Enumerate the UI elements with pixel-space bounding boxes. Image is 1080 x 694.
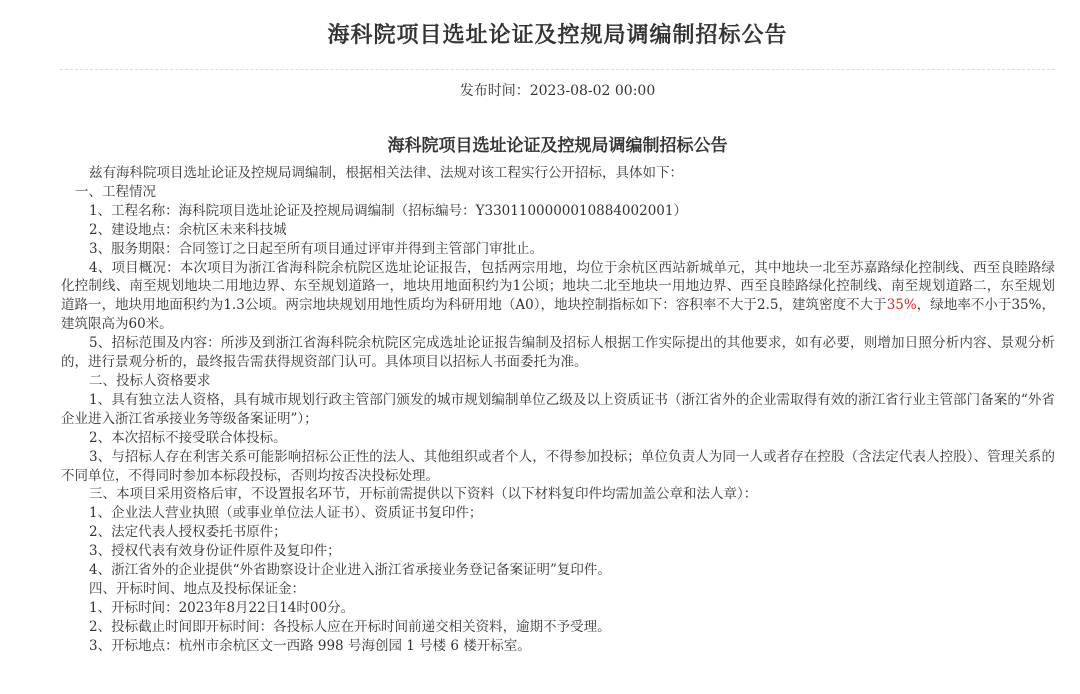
section-heading-documents: 三、本项目采用资格后审，不设置报名环节，开标前需提供以下资料（以下材料复印件均需加盖公章和法人章）： <box>89 486 758 503</box>
submission-deadline: 2、投标截止时间即开标时间：各投标人应在开标时间前递交相关资料，逾期不予受理。 <box>89 618 611 635</box>
article-subtitle: 海科院项目选址论证及控规局调编制招标公告 <box>387 136 728 156</box>
project-name: 1、工程名称：海科院项目选址论证及控规局调编制（招标编号：Y3301100000010884002001） <box>89 202 687 219</box>
section-heading-opening: 四、开标时间、地点及投标保证金： <box>89 580 305 597</box>
opening-time: 1、开标时间：2023年8月22日14时00分。 <box>89 599 355 616</box>
article-body <box>61 164 1055 656</box>
intro-paragraph: 兹有海科院项目选址论证及控规局调编制，根据相关法律、法规对该工程实行公开招标，具体如下： <box>89 165 683 181</box>
density-highlight: 35% <box>886 297 917 314</box>
document-1: 1、企业法人营业执照（或事业单位法人证书）、资质证书复印件； <box>89 505 483 522</box>
publish-time: 发布时间：2023-08-02 00:00 <box>459 83 656 99</box>
opening-location: 3、开标地点：杭州市余杭区文一西路 998 号海创园 1 号楼 6 楼开标室。 <box>89 637 531 654</box>
section-heading-qualification: 二、投标人资格要求 <box>89 372 211 389</box>
document-2: 2、法定代表人授权委托书原件； <box>89 524 287 541</box>
document-3: 3、授权代表有效身份证件原件及复印件； <box>89 543 341 560</box>
document-4: 4、浙江省外的企业提供“外省勘察设计企业进入浙江省承接业务登记备案证明”复印件。 <box>89 562 611 579</box>
qualification-3: 3、与招标人存在利害关系可能影响招标公正性的法人、其他组织或者个人，不得参加投标；单位负责人为同一人或者存在控股（含法定代表人控股）、管理关系的不同单位，不得同时参加本标段投标，否则均按否决投标处理。 <box>61 448 1055 484</box>
tender-scope: 5、招标范围及内容：所涉及到浙江省海科院余杭院区完成选址论证报告编制及招标人根据工作实际提出的其他要求，如有必要，则增加日照分析内容、景观分析的，进行景观分析的，最终报告需获得规资部门认可。具体项目以招标人书面委托为准。 <box>61 335 1055 371</box>
qualification-2: 2、本次招标不接受联合体投标。 <box>89 429 287 446</box>
project-overview <box>61 259 1055 335</box>
page-title: 海科院项目选址论证及控规局调编制招标公告 <box>327 22 788 48</box>
section-heading-project: 一、工程情况 <box>75 183 156 200</box>
title-divider <box>60 69 1055 70</box>
project-overview-text: 4、项目概况：本次项目为浙江省海科院余杭院区选址论证报告，包括两宗用地，均位于余杭区西站新城单元，其中地块一北至苏嘉路绿化控制线、西至良睦路绿化控制线、南至规划地块二用地边界、东至规划道路一，地块用地面积约为1公顷；地块二北至地块一用地边界、西至良睦路绿化控制线、南至规划道路二，东至规划道路一，地块用地面积约为1.3公顷。两宗地块规划用地性质均为科研用地（A0），地块控制指标如下：容积率不大于2.5，建筑密度不大于 <box>61 259 1055 314</box>
project-location: 2、建设地点：余杭区未来科技城 <box>89 221 287 238</box>
service-period: 3、服务期限：合同签订之日起至所有项目通过评审并得到主管部门审批止。 <box>89 240 544 257</box>
qualification-1: 1、具有独立法人资格，具有城市规划行政主管部门颁发的城市规划编制单位乙级及以上资质证书（浙江省外的企业需取得有效的浙江省行业主管部门备案的“外省企业进入浙江省承接业务等级备案证明”）； <box>61 391 1055 427</box>
project-overview-tail: ，绿地率不小于35%，建筑限高为60米。 <box>61 297 1055 333</box>
